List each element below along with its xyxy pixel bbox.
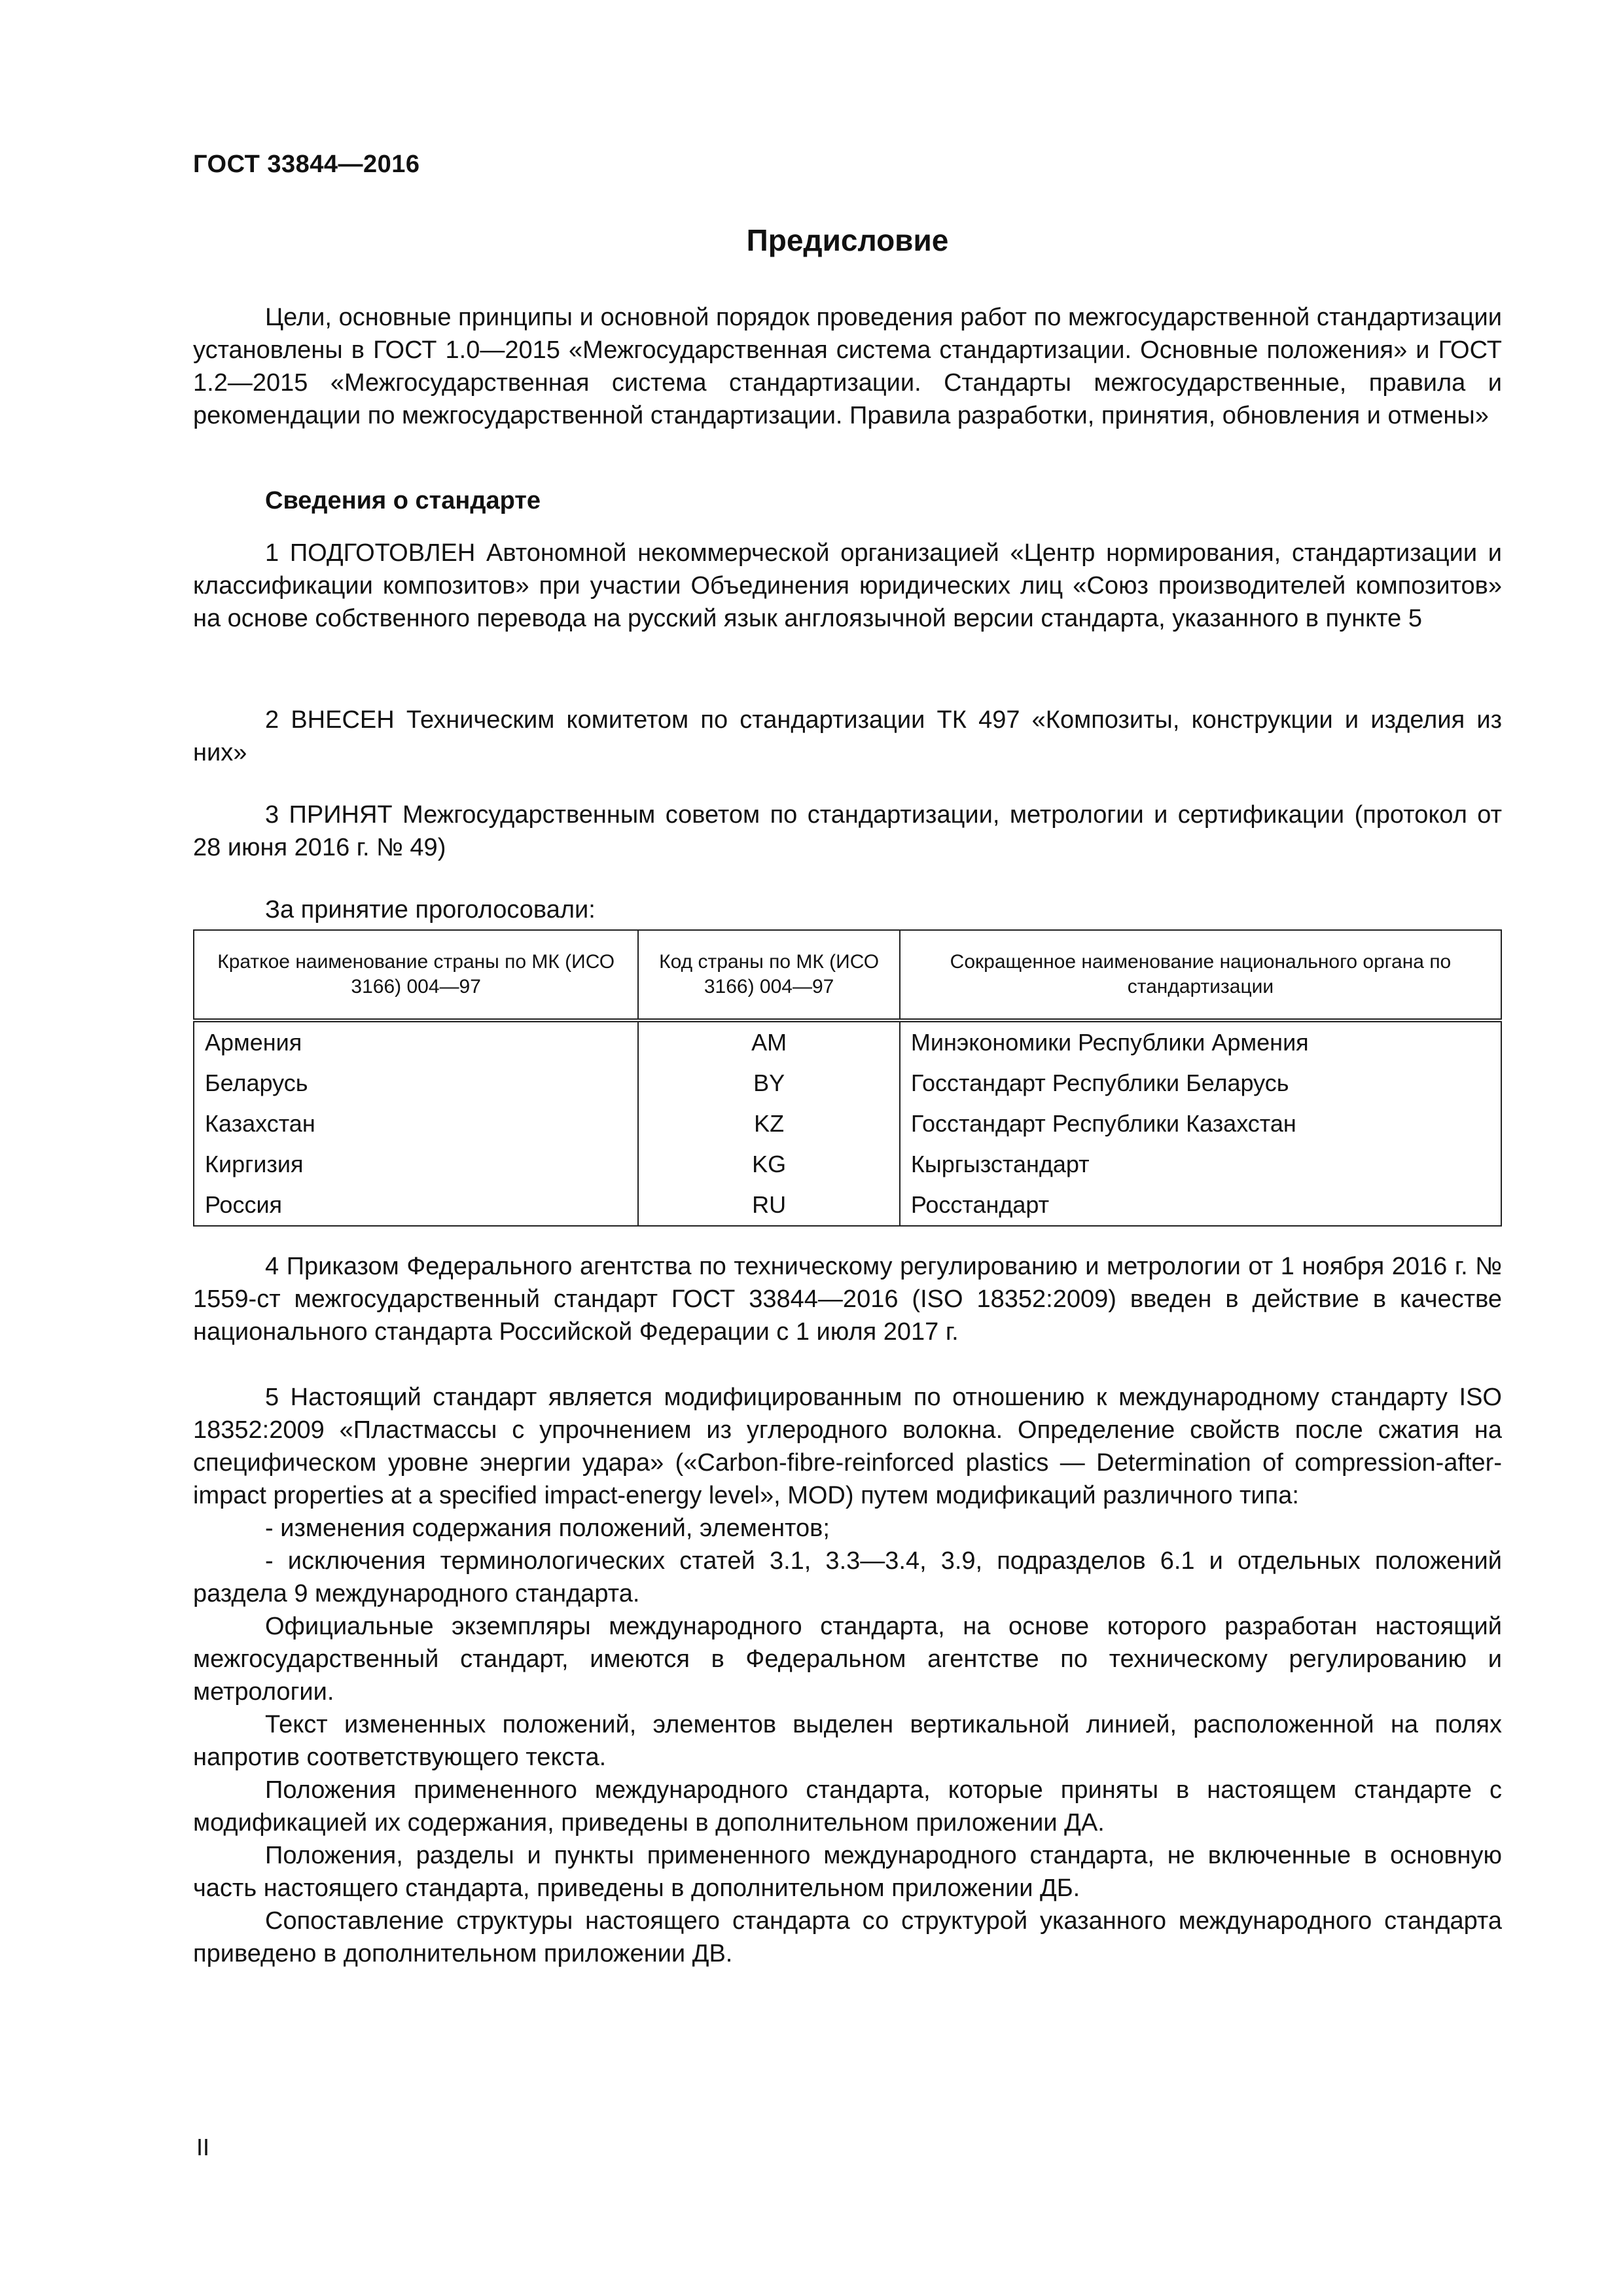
- intro-paragraph: Цели, основные принципы и основной порядок проведения работ по межгосударственной стандартизации установлены в ГОСТ 1.0—2015 «Межгосударственная система стандартизации. Основные положения» и ГОСТ 1.2—2015 «Межгосударственная система стандартизации. Стандарты межгосударственные, правила и рекомендации по межгосударственной стандартизации. Правила разработки, принятия, обновления и отмены»: [193, 304, 1502, 429]
- item-2-section: [193, 704, 1502, 769]
- appendix-da-paragraph: Положения примененного международного стандарта, которые приняты в настоящем стандарте с модификацией их содержания, приведены в дополнительном приложении ДА.: [193, 1776, 1502, 1837]
- country-cell: Казахстан: [194, 1103, 638, 1144]
- item-2-paragraph: 2 ВНЕСЕН Техническим комитетом по стандартизации ТК 497 «Композиты, конструкции и изделия из них»: [193, 706, 1502, 766]
- code-cell: KZ: [638, 1103, 900, 1144]
- table-header-row: [194, 930, 1501, 1020]
- country-cell: Киргизия: [194, 1144, 638, 1185]
- section-subheading: Сведения о стандарте: [265, 487, 541, 514]
- table-row: [194, 1103, 1501, 1144]
- column-header-code: Код страны по МК (ИСО 3166) 004—97: [638, 930, 900, 1020]
- appendix-dv-paragraph: Сопоставление структуры настоящего стандарта со структурой указанного международного стандарта приведено в дополнительном приложении ДВ.: [193, 1907, 1502, 1967]
- modification-list-item: - исключения терминологических статей 3.1, 3.3—3.4, 3.9, подразделов 6.1 и отдельных положений раздела 9 международного стандарта.: [193, 1547, 1502, 1607]
- item-5-paragraph: 5 Настоящий стандарт является модифицированным по отношению к международному стандарту ISO 18352:2009 «Пластмассы с упрочнением из углеродного волокна. Определение свойств после сжатия на специфическом уровне энергии удара» («Carbon-fibre-reinforced plastics — Determination of compression-after-impact properties at a specified impact-energy level», MOD) путем модификаций различного типа:: [193, 1384, 1502, 1509]
- table-row: [194, 1144, 1501, 1185]
- page-title: Предисловие: [746, 223, 949, 257]
- page-number: II: [196, 2134, 210, 2161]
- official-copies-paragraph: Официальные экземпляры международного стандарта, на основе которого разработан настоящий межгосударственный стандарт, имеются в Федеральном агентстве по техническому регулированию и метрологии.: [193, 1613, 1502, 1706]
- table-row: [194, 1185, 1501, 1226]
- body-cell: Кыргызстандарт: [900, 1144, 1501, 1185]
- intro-section: [193, 301, 1502, 432]
- item-3-section: [193, 798, 1502, 864]
- table-row: [194, 1063, 1501, 1103]
- code-cell: KG: [638, 1144, 900, 1185]
- table-row: [194, 1020, 1501, 1063]
- item-5-section: [193, 1381, 1502, 1970]
- country-cell: Россия: [194, 1185, 638, 1226]
- document-header: ГОСТ 33844—2016: [193, 151, 420, 178]
- body-cell: Госстандарт Республики Беларусь: [900, 1063, 1501, 1103]
- code-cell: AM: [638, 1020, 900, 1063]
- appendix-db-paragraph: Положения, разделы и пункты примененного международного стандарта, не включенные в основную часть настоящего стандарта, приведены в дополнительном приложении ДБ.: [193, 1842, 1502, 1902]
- voting-table: [193, 929, 1502, 1227]
- item-4-paragraph: 4 Приказом Федерального агентства по техническому регулированию и метрологии от 1 ноября 2016 г. № 1559-ст межгосударственный стандарт ГОСТ 33844—2016 (ISO 18352:2009) введен в действие в качестве национального стандарта Российской Федерации с 1 июля 2017 г.: [193, 1253, 1502, 1346]
- item-1-paragraph: 1 ПОДГОТОВЛЕН Автономной некоммерческой организацией «Центр нормирования, стандартизации и классификации композитов» при участии Объединения юридических лиц «Союз производителей композитов» на основе собственного перевода на русский язык англоязычной версии стандарта, указанного в пункте 5: [193, 539, 1502, 632]
- country-cell: Армения: [194, 1020, 638, 1063]
- code-cell: RU: [638, 1185, 900, 1226]
- body-cell: Минэкономики Республики Армения: [900, 1020, 1501, 1063]
- item-4-section: [193, 1250, 1502, 1348]
- item-3-paragraph: 3 ПРИНЯТ Межгосударственным советом по стандартизации, метрологии и сертификации (протокол от 28 июня 2016 г. № 49): [193, 801, 1502, 861]
- vote-caption: За принятие проголосовали:: [265, 896, 596, 924]
- standard-info-section: [193, 484, 1502, 517]
- code-cell: BY: [638, 1063, 900, 1103]
- body-cell: Госстандарт Республики Казахстан: [900, 1103, 1501, 1144]
- body-cell: Росстандарт: [900, 1185, 1501, 1226]
- country-cell: Беларусь: [194, 1063, 638, 1103]
- item-1-section: [193, 537, 1502, 635]
- column-header-body: Сокращенное наименование национального органа по стандартизации: [900, 930, 1501, 1020]
- modification-list-item: - изменения содержания положений, элементов;: [265, 1515, 830, 1542]
- vote-caption-section: [193, 893, 1502, 926]
- column-header-country: Краткое наименование страны по МК (ИСО 3166) 004—97: [194, 930, 638, 1020]
- changed-text-paragraph: Текст измененных положений, элементов выделен вертикальной линией, расположенной на полях напротив соответствующего текста.: [193, 1711, 1502, 1771]
